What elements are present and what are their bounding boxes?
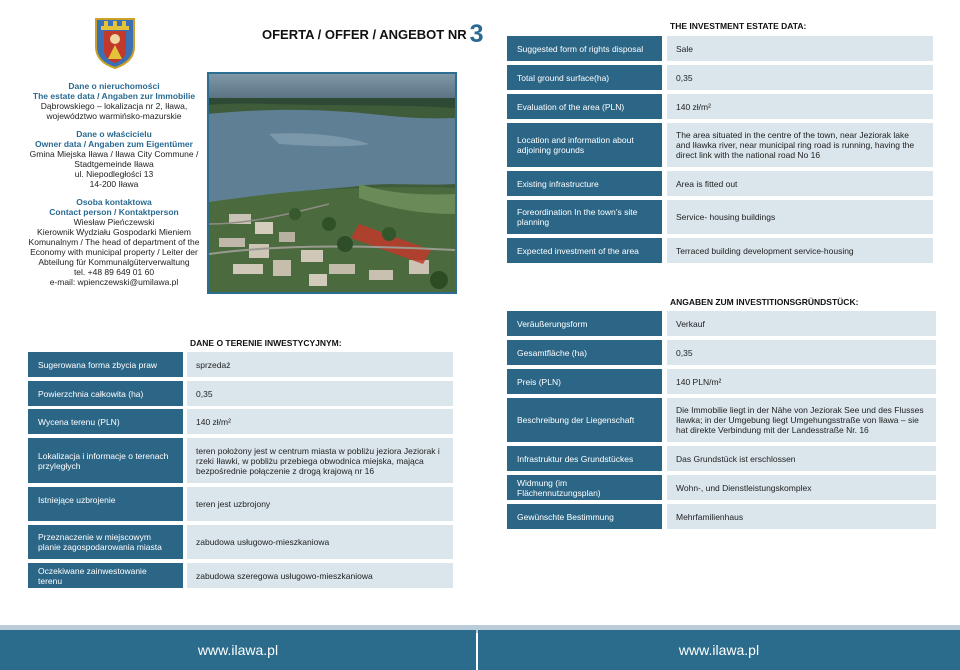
en-value-location: The area situated in the centre of the town, near Jeziorak lake and Iławka river, near municipal ring road is running, having the direct link with the national road No 16: [667, 123, 933, 167]
pl-label-expected-investment: Oczekiwane zainwestowanie terenu: [28, 563, 183, 588]
de-value-description: Die Immobilie liegt in der Nähe von Jeziorak See und des Flusses Iławka; in der Umgebung liegt Umgehungsstraße von Iława – sie hat direkte Verbindung mit der Landesstraße Nr. 16: [667, 398, 936, 442]
offer-title: [262, 20, 484, 49]
pl-section-heading: DANE O TERENIE INWESTYCYJNYM:: [190, 338, 342, 348]
owner-heading-pl: Dane o właścicielu: [76, 129, 152, 139]
owner-heading-en-de: Owner data / Angaben zum Eigentümer: [35, 139, 193, 149]
de-label-disposal-form: Veräußerungsform: [507, 311, 662, 336]
en-label-rights-disposal: Suggested form of rights disposal: [507, 36, 662, 61]
pl-label-total-area: Powierzchnia całkowita (ha): [28, 381, 183, 406]
de-value-desired-purpose: Mehrfamilienhaus: [667, 504, 936, 529]
owner-postal: 14-200 Iława: [89, 179, 139, 189]
en-label-evaluation: Evaluation of the area (PLN): [507, 94, 662, 119]
pl-value-total-area: 0,35: [187, 381, 453, 406]
de-value-price: 140 PLN/m²: [667, 369, 936, 394]
pl-value-valuation: 140 zł/m²: [187, 409, 453, 434]
property-address-line2: województwo warmińsko-mazurskie: [46, 111, 182, 121]
property-info: [28, 81, 200, 121]
en-value-evaluation: 140 zł/m²: [667, 94, 933, 119]
pl-label-valuation: Wycena terenu (PLN): [28, 409, 183, 434]
de-label-zoning: Widmung (im Flächennutzungsplan): [507, 475, 662, 500]
offer-number: 3: [469, 20, 484, 48]
de-label-description: Beschreibung der Liegenschaft: [507, 398, 662, 442]
en-section-heading: THE INVESTMENT ESTATE DATA:: [670, 21, 807, 31]
en-label-infrastructure: Existing infrastructure: [507, 171, 662, 196]
en-value-infrastructure: Area is fitted out: [667, 171, 933, 196]
contact-info: [28, 197, 200, 287]
contact-name: Wiesław Pieńczewski: [73, 217, 155, 227]
owner-info: [28, 129, 200, 189]
property-heading-en-de: The estate data / Angaben zur Immobilie: [32, 91, 196, 101]
offer-title-text: OFERTA / OFFER / ANGEBOT NR: [262, 27, 467, 42]
pl-label-zoning-plan: Przeznaczenie w miejscowym planie zagospodarowania miasta: [28, 525, 183, 559]
pl-label-infrastructure: Istniejące uzbrojenie: [28, 487, 183, 521]
de-section-heading: ANGABEN ZUM INVESTITIONSGRÜNDSTÜCK:: [670, 297, 859, 307]
contact-heading-en-de: Contact person / Kontaktperson: [49, 207, 179, 217]
aerial-photo: [207, 72, 457, 294]
de-label-infrastructure: Infrastruktur des Grundstückes: [507, 446, 662, 471]
owner-name: Gmina Miejska Iława / Iława City Commune / Stadtgemeinde Iława: [29, 149, 199, 169]
pl-label-location: Lokalizacja i informacje o terenach przyległych: [28, 438, 183, 483]
property-heading-pl: Dane o nieruchomości: [68, 81, 160, 91]
de-value-total-area: 0,35: [667, 340, 936, 365]
owner-street: ul. Niepodległości 13: [74, 169, 154, 179]
en-value-expected-investment: Terraced building development service-housing: [667, 238, 933, 263]
en-value-ground-surface: 0,35: [667, 65, 933, 90]
pl-value-disposal-form: sprzedaż: [187, 352, 453, 377]
pl-label-disposal-form: Sugerowana forma zbycia praw: [28, 352, 183, 377]
contact-heading-pl: Osoba kontaktowa: [76, 197, 152, 207]
en-value-rights-disposal: Sale: [667, 36, 933, 61]
coat-of-arms-icon: [94, 17, 136, 69]
pl-value-infrastructure: teren jest uzbrojony: [187, 487, 453, 521]
de-label-desired-purpose: Gewünschte Bestimmung: [507, 504, 662, 529]
pl-value-zoning-plan: zabudowa usługowo-mieszkaniowa: [187, 525, 453, 559]
en-label-expected-investment: Expected investment of the area: [507, 238, 662, 263]
contact-phone: tel. +48 89 649 01 60: [73, 267, 155, 277]
pl-value-location: teren położony jest w centrum miasta w pobliżu jeziora Jeziorak i rzeki Iławki, w pobliżu przebiega obwodnica miejska, mająca bezpośrednie połączenie z drogą krajową nr 16: [187, 438, 453, 483]
pl-value-expected-investment: zabudowa szeregowa usługowo-mieszkaniowa: [187, 563, 453, 588]
footer-right-url[interactable]: www.ilawa.pl: [678, 642, 760, 658]
de-value-disposal-form: Verkauf: [667, 311, 936, 336]
property-address-line1: Dąbrowskiego – lokalizacja nr 2, Iława,: [40, 101, 188, 111]
contact-role: Kierownik Wydziału Gospodarki Mieniem Komunalnym / The head of department of the Economy with municipal property / Leiter der Abteilung für Kommunalgüterverwaltung: [28, 227, 200, 267]
en-label-location: Location and information about adjoining grounds: [507, 123, 662, 167]
de-value-infrastructure: Das Grundstück ist erschlossen: [667, 446, 936, 471]
de-value-zoning: Wohn-, und Dienstleistungskomplex: [667, 475, 936, 500]
de-label-price: Preis (PLN): [507, 369, 662, 394]
en-label-foreordination: Foreordination In the town’s site planning: [507, 200, 662, 234]
footer-left: [0, 630, 476, 670]
en-label-ground-surface: Total ground surface(ha): [507, 65, 662, 90]
footer-right: [478, 630, 960, 670]
footer-left-url[interactable]: www.ilawa.pl: [197, 642, 279, 658]
en-value-foreordination: Service- housing buildings: [667, 200, 933, 234]
contact-email[interactable]: e-mail: wpienczewski@umilawa.pl: [49, 277, 179, 287]
de-label-total-area: Gesamtfläche (ha): [507, 340, 662, 365]
